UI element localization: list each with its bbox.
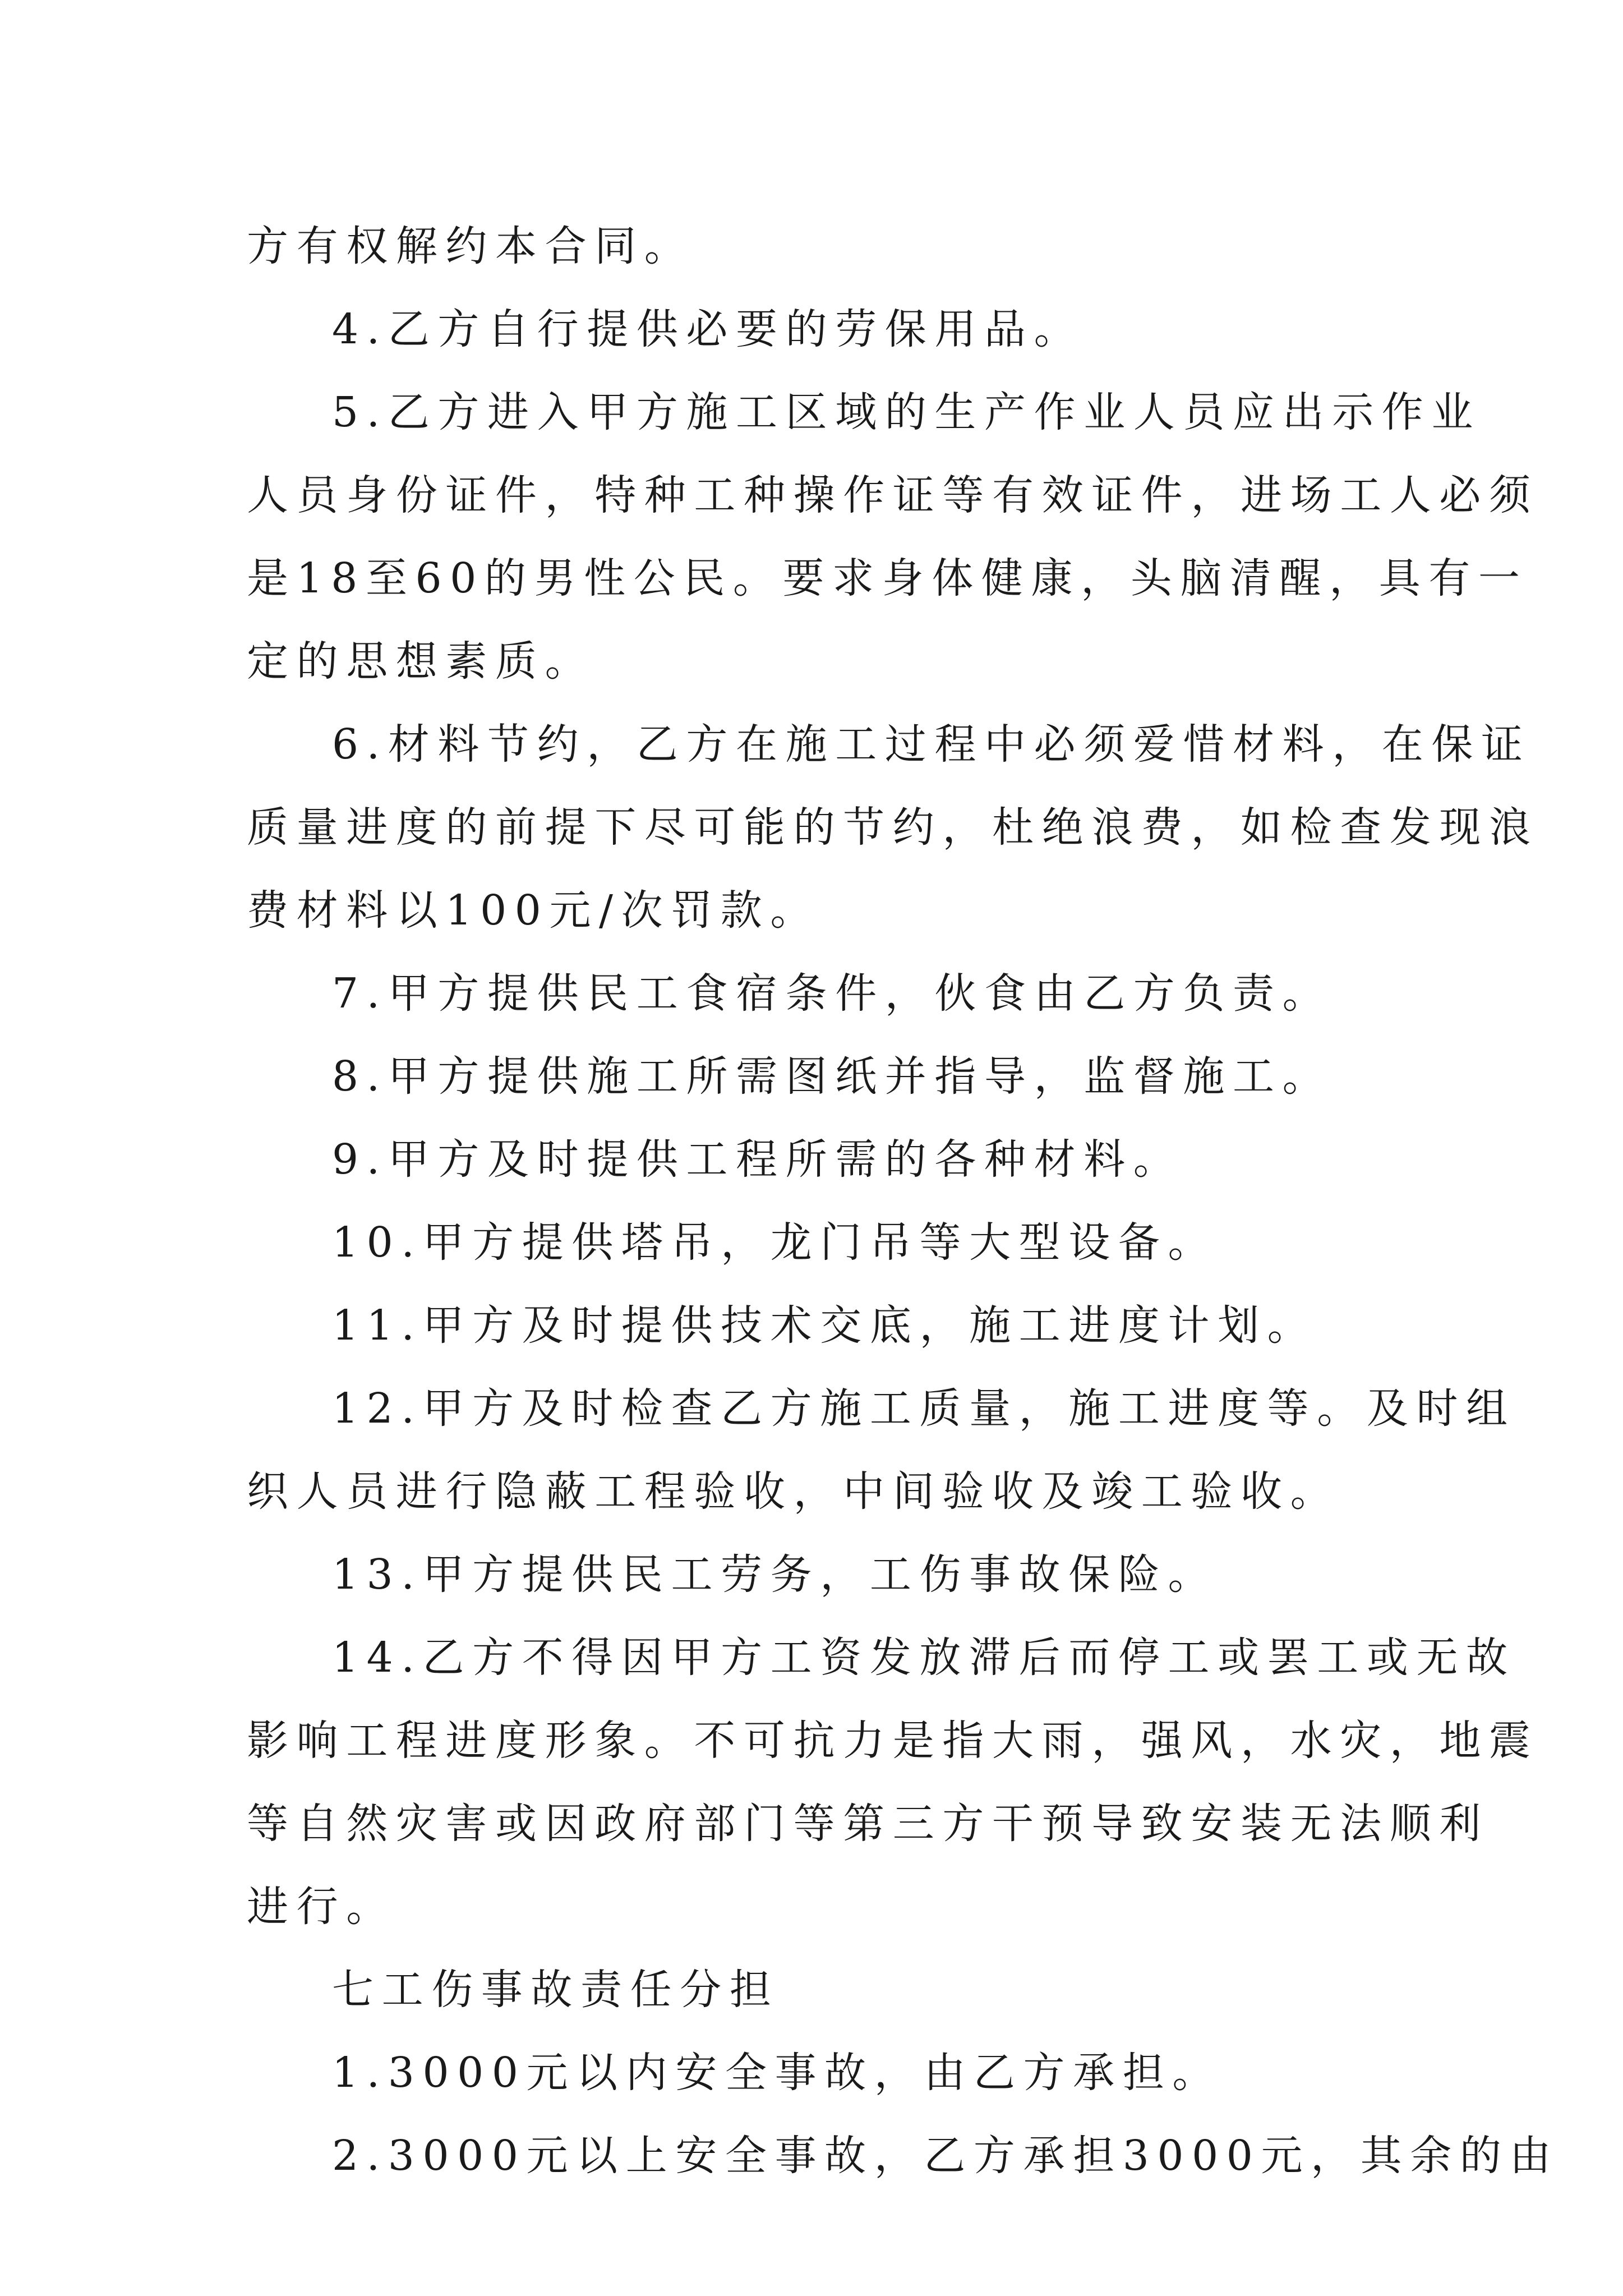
text-line-21: 进行。 (247, 1883, 396, 1931)
text-line-17: 13.甲方提供民工劳务，工伤事故保险。 (332, 1550, 1218, 1599)
text-line-12: 9.甲方及时提供工程所需的各种材料。 (332, 1135, 1183, 1184)
text-line-23: 1.3000元以内安全事故，由乙方承担。 (332, 2049, 1222, 2097)
text-line-6: 定的思想素质。 (247, 637, 595, 685)
text-line-16: 织人员进行隐蔽工程验收，中间验收及竣工验收。 (247, 1467, 1340, 1516)
text-line-20: 等自然灾害或因政府部门等第三方干预导致安装无法顺利 (247, 1800, 1489, 1848)
text-line-7: 6.材料节约，乙方在施工过程中必须爱惜材料，在保证 (332, 720, 1531, 769)
document-body (247, 205, 1560, 2197)
text-line-19: 影响工程进度形象。不可抗力是指大雨，强风，水灾，地震 (247, 1717, 1539, 1765)
text-line-2: 4.乙方自行提供必要的劳保用品。 (332, 305, 1084, 353)
text-line-3: 5.乙方进入甲方施工区域的生产作业人员应出示作业 (332, 388, 1482, 436)
text-line-10: 7.甲方提供民工食宿条件，伙食由乙方负责。 (332, 969, 1332, 1018)
text-line-14: 11.甲方及时提供技术交底，施工进度计划。 (332, 1301, 1317, 1350)
text-line-8: 质量进度的前提下尽可能的节约，杜绝浪费，如检查发现浪 (247, 803, 1539, 852)
text-line-13: 10.甲方提供塔吊，龙门吊等大型设备。 (332, 1218, 1218, 1267)
text-line-1: 方有权解约本合同。 (247, 222, 694, 270)
text-line-15: 12.甲方及时检查乙方施工质量，施工进度等。及时组 (332, 1384, 1516, 1433)
text-line-4: 人员身份证件，特种工种操作证等有效证件，进场工人必须 (247, 471, 1539, 519)
text-line-24: 2.3000元以上安全事故，乙方承担3000元，其余的由 (332, 2132, 1560, 2180)
text-line-11: 8.甲方提供施工所需图纸并指导，监督施工。 (332, 1052, 1332, 1101)
text-line-18: 14.乙方不得因甲方工资发放滞后而停工或罢工或无故 (332, 1634, 1516, 1682)
text-line-9: 费材料以100元/次罚款。 (247, 886, 820, 935)
section-heading: 七工伤事故责任分担 (332, 1966, 780, 2014)
text-line-5: 是18至60的男性公民。要求身体健康，头脑清醒，具有一 (247, 554, 1528, 602)
